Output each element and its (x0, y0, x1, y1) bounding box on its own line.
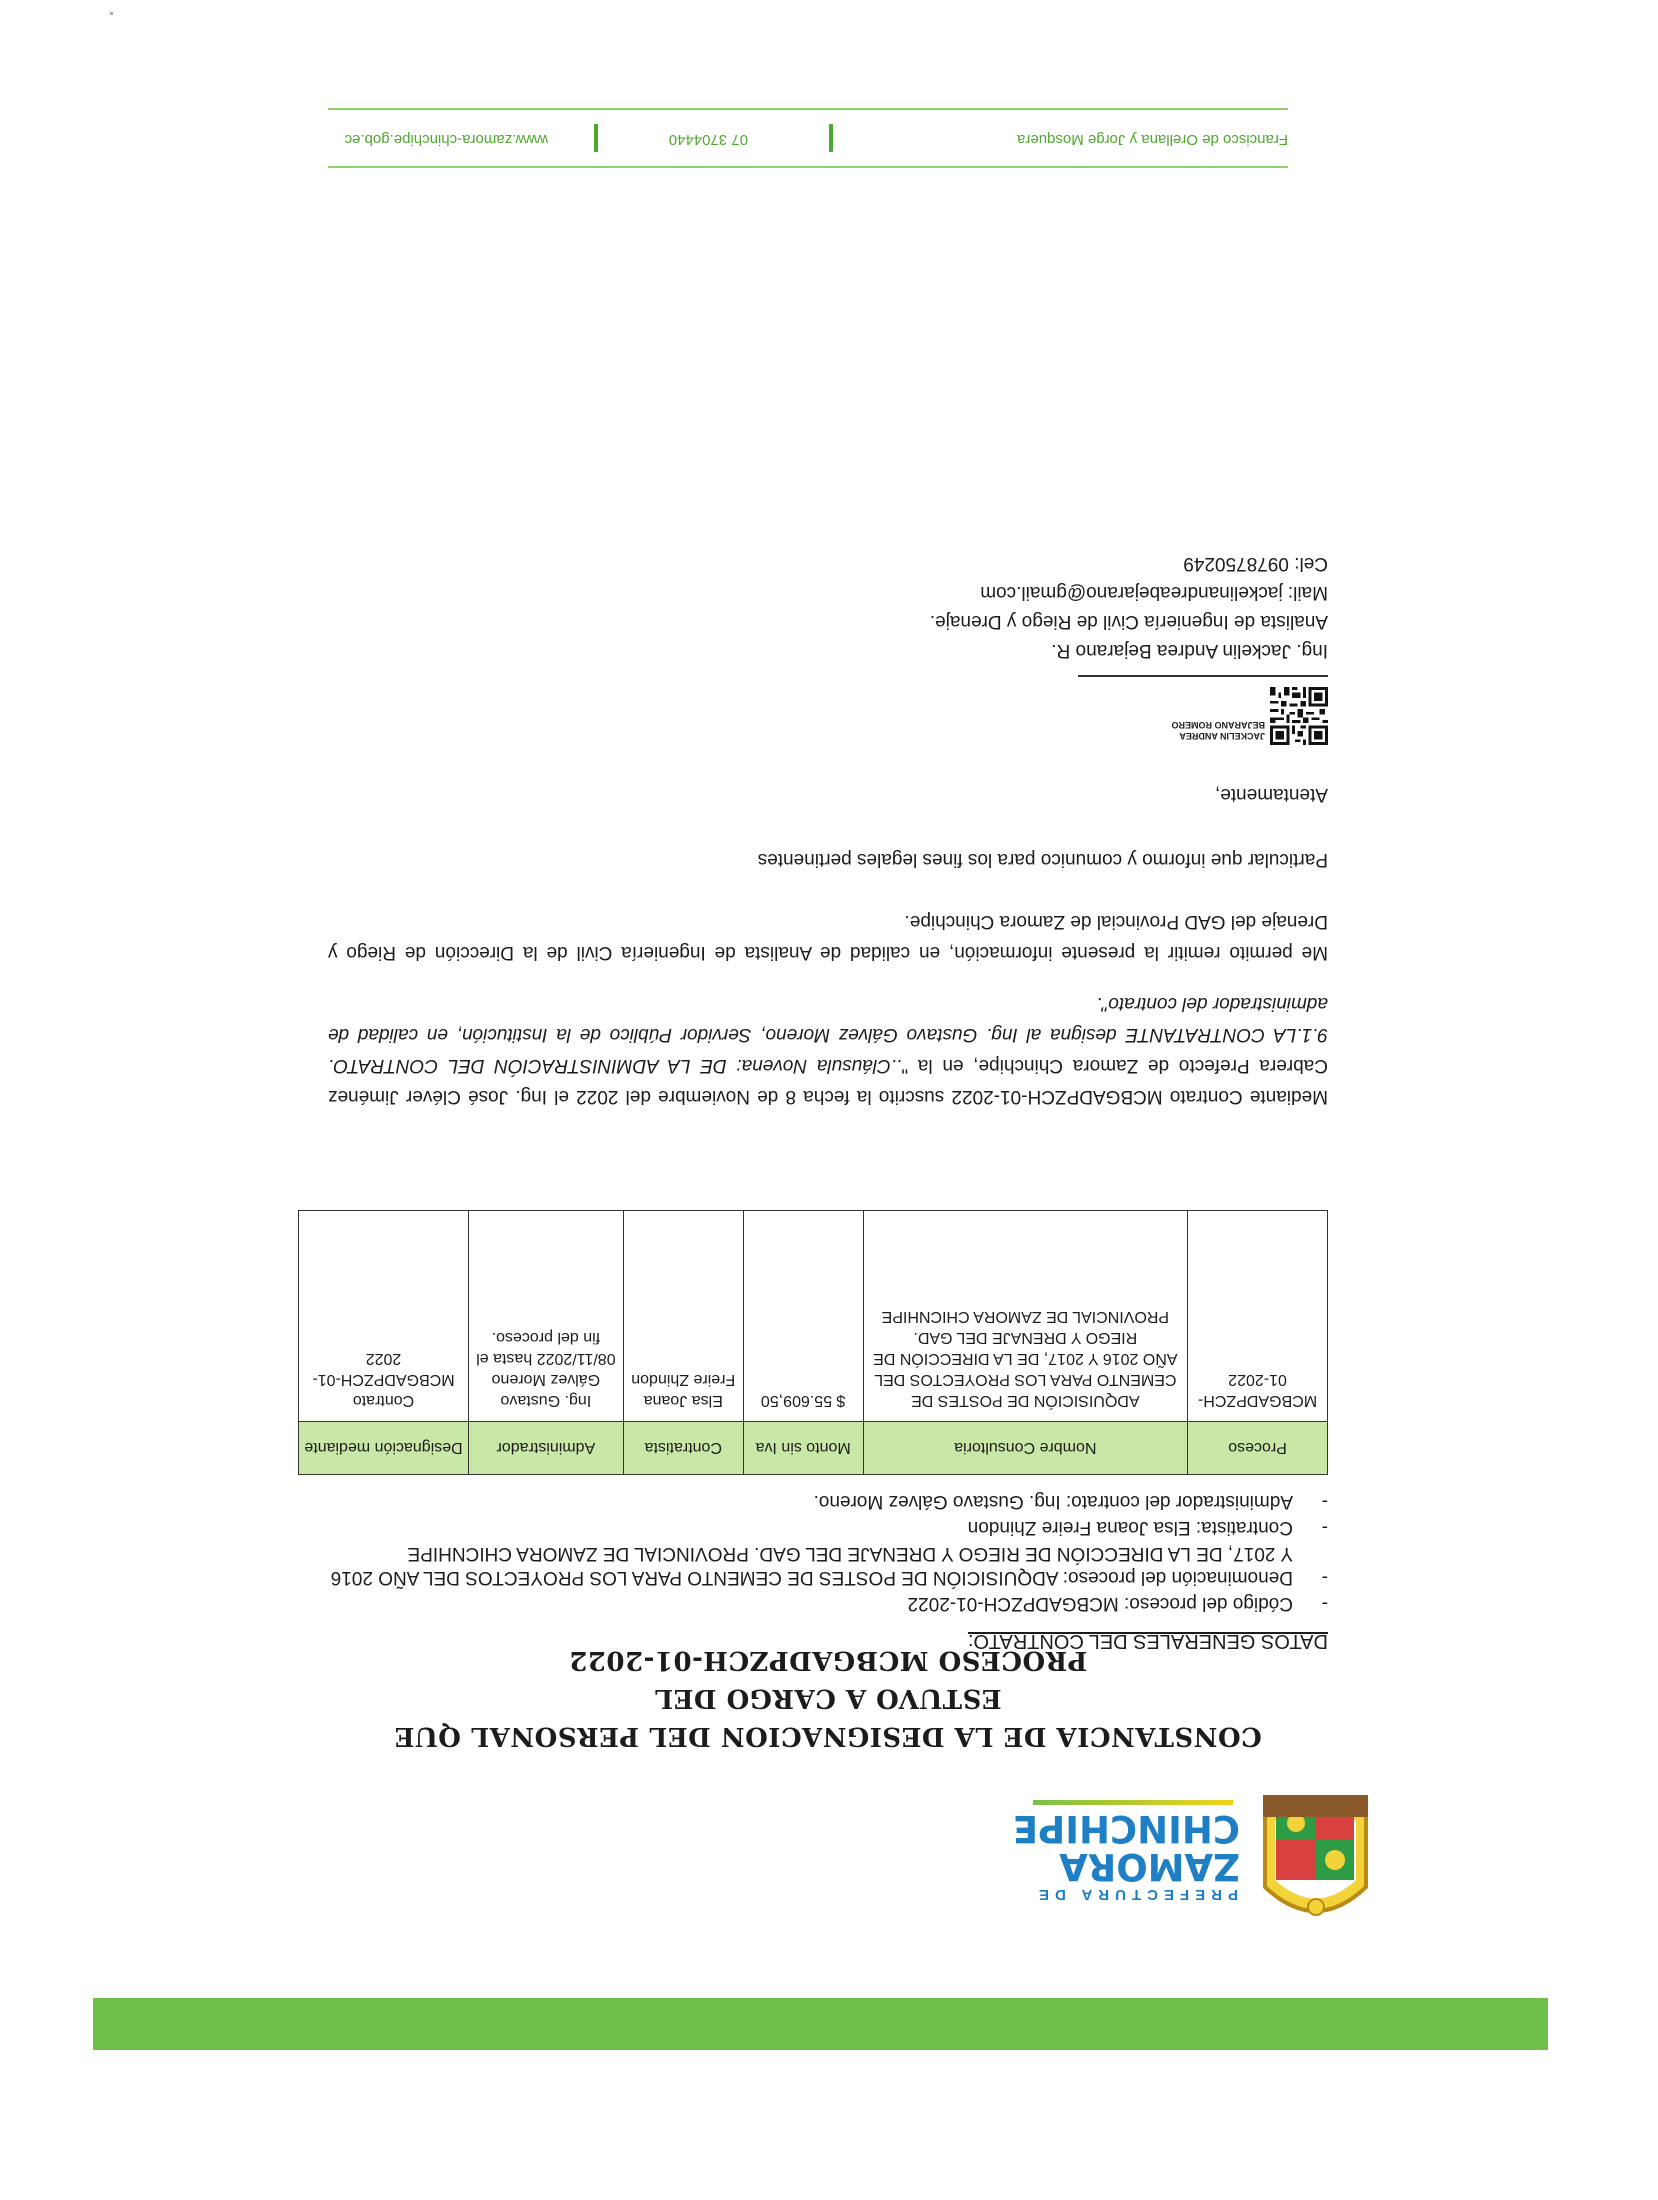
header-proceso: Proceso (1188, 1422, 1328, 1475)
header-designacion: Designación mediante (299, 1422, 469, 1475)
mediante-paragraph (328, 988, 1328, 1112)
contract-table (298, 1210, 1328, 1475)
signature-name (1171, 719, 1265, 741)
denominacion-label: Denominación del proceso: (1062, 1567, 1293, 1588)
table-row (299, 1211, 1328, 1422)
list-item-codigo: - Código del proceso: MCBGADPZCH-01-2022 (907, 1593, 1328, 1614)
codigo-value: MCBGADPZCH-01-2022 (907, 1593, 1124, 1614)
footer-phone: 07 3704440 (668, 131, 748, 148)
table-header-row (299, 1422, 1328, 1475)
cell-contratista: Elsa Joana Freire Zhindon (623, 1211, 743, 1422)
header-administrador: Administrador (468, 1422, 623, 1475)
header-monto: Monto sin Iva (743, 1422, 863, 1475)
list-item-denominacion: - Denominación del proceso: ADQUISICIÓN DE POSTES DE CEMENTO PARA LOS PROYECTOS DEL AÑO 2016 Y 2017, DE LA DIRECCIÓN DE RIEGO Y DRENAJE DEL GAD. PROVINCIAL DE ZAMORA CHICNHIPE (330, 1543, 1328, 1588)
title-line-1: CONSTANCIA DE LA DESIGNACION DEL PERSONAL QUE ESTUVO A CARGO DEL (394, 1683, 1262, 1751)
cell-nombre-consultoria: ADQUISICIÓN DE POSTES DE CEMENTO PARA LOS PROYECTOS DEL AÑO 2016 Y 2017, DE LA DIRECCIÓN DE RIEGO Y DRENAJE DEL GAD. PROVINCIAL DE ZAMORA CHICNHIPE (863, 1211, 1187, 1422)
cell-administrador: Ing. Gustavo Gálvez Moreno 08/11/2022 hasta el fin del proceso. (468, 1211, 623, 1422)
denominacion-value: ADQUISICIÓN DE POSTES DE CEMENTO PARA LOS PROYECTOS DEL AÑO 2016 Y 2017, DE LA DIRECCIÓN DE RIEGO Y DRENAJE DEL GAD. PROVINCIAL DE ZAMORA CHICNHIPE (330, 1543, 1293, 1588)
contratista-label: Contratista: (1195, 1517, 1293, 1538)
page-footer (328, 122, 1288, 152)
qr-code-icon (1270, 687, 1328, 745)
footer-bottom-line (328, 108, 1288, 110)
remitir-paragraph: Me permito remitir la presente información, en calidad de Analista de Ingeniería Civil de la Dirección de Riego y Drenaje del GAD Provincial de Zamora Chinchipe. (328, 911, 1328, 963)
document-title (328, 1641, 1328, 1755)
general-data-heading: DATOS GENERALES DEL CONTRATO: (967, 1630, 1328, 1652)
header-nombre-consultoria: Nombre Consultoria (863, 1422, 1187, 1475)
general-data-list (328, 1487, 1328, 1615)
footer-website: www.zamora-chinchipe.gob.ec (344, 131, 548, 148)
closing-salutation: Atentamente, (1214, 784, 1328, 805)
particular-paragraph: Particular que informo y comunico para los fines legales pertinentes (757, 849, 1328, 870)
header-contratista: Contratista (623, 1422, 743, 1475)
header-green-bar (93, 1998, 1548, 2050)
signer-block (930, 549, 1328, 665)
footer-address: Francisco de Orellana y Jorge Mosquera (1017, 131, 1288, 148)
signature-name-line-2: BEJARANO ROMERO (1171, 720, 1265, 730)
coat-of-arms-icon (1253, 1777, 1378, 1935)
clausula-quote: ..Cláusula Novena: DE LA ADMINISTRACIÓN DEL CONTRATO. 9.1.LA CONTRATANTE designa al Ing. Gustavo Gálvez Moreno, Servidor Público de la Institución, en calidad de administrador del contrato". (328, 993, 1328, 1076)
codigo-label: Código del proceso: (1124, 1593, 1293, 1614)
signer-mail: Mail: jackelinandreabejarano@gmail.com (980, 582, 1328, 603)
electronic-signature (1078, 675, 1328, 755)
signer-name: Ing. Jackelin Andrea Bejarano R. (1051, 640, 1328, 661)
cell-monto: $ 55.609,50 (743, 1211, 863, 1422)
signature-line (1078, 676, 1328, 678)
contratista-value: Elsa Joana Freire Zhindon (967, 1517, 1196, 1538)
cell-proceso: MCBGADPZCH-01-2022 (1188, 1211, 1328, 1422)
footer-top-line (328, 166, 1288, 168)
logo-underline (1033, 1800, 1233, 1805)
logo-zamora-text: ZAMORA (1059, 1845, 1240, 1888)
logo-chinchipe-text: CHINCHIPE (1012, 1807, 1240, 1850)
list-item-contratista: - Contratista: Elsa Joana Freire Zhindon (967, 1517, 1328, 1538)
scan-speck (110, 12, 113, 15)
signature-name-line-1: JACKELIN ANDREA (1179, 731, 1265, 741)
logo-prefectura-text: PREFECTURA DE (1033, 1886, 1238, 1903)
mediante-text: Mediante Contrato MCBGADPZCH-01-2022 suscrito la fecha 8 de Noviembre del 2022 el Ing. José Cléver Jiménez Cabrera Prefecto de Zamora Chinchipe, en la " (328, 1055, 1328, 1107)
footer-separator (594, 124, 598, 152)
cell-designacion: Contrato MCBGADPZCH-01-2022 (299, 1211, 469, 1422)
prefectura-logo (818, 1775, 1378, 1935)
signer-cel: Cel: 0978750249 (1183, 553, 1328, 574)
list-item-administrador: - Administrador del contrato: Ing. Gustavo Gálvez Moreno. (813, 1491, 1328, 1512)
administrador-label: Administrador del contrato: (1065, 1491, 1293, 1512)
title-line-2: PROCESO MCBGADPZCH-01-2022 (568, 1645, 1088, 1675)
footer-separator (829, 124, 833, 152)
signer-position: Analista de Ingeniería Civil de Riego y Drenaje. (929, 611, 1328, 632)
administrador-value: Ing. Gustavo Gálvez Moreno. (813, 1491, 1066, 1512)
